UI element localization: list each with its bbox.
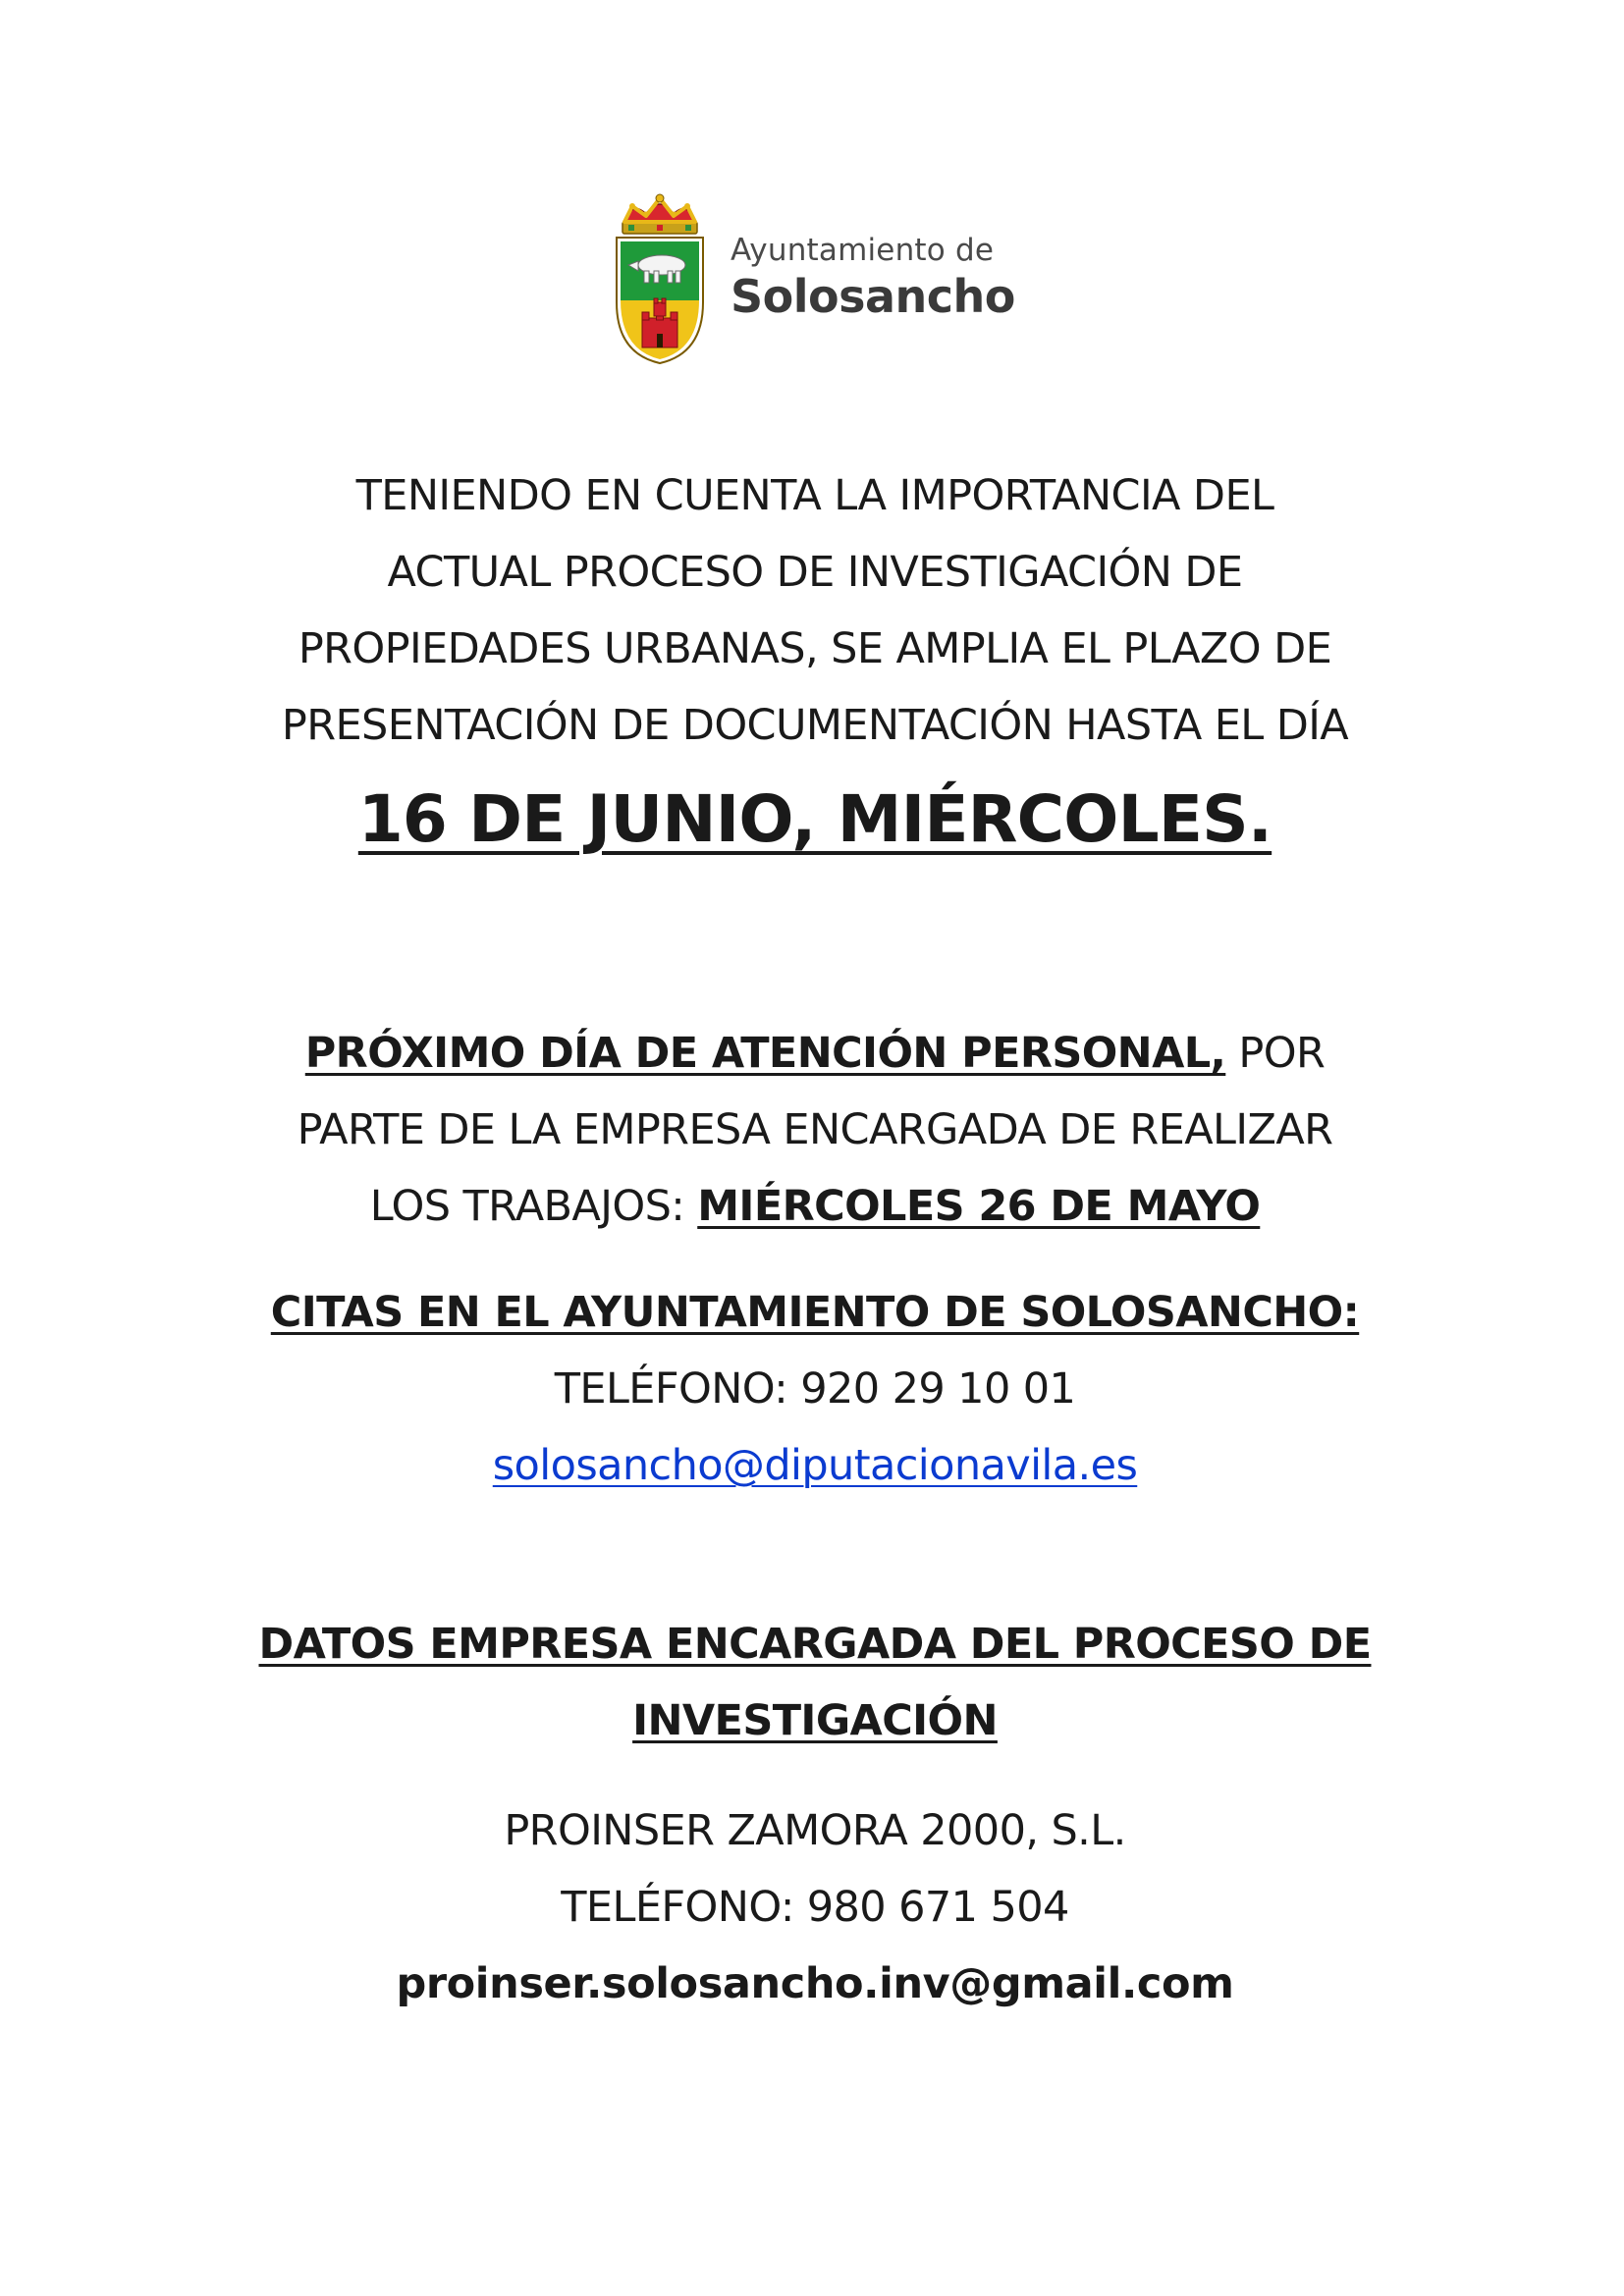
intro-line: PRESENTACIÓN DE DOCUMENTACIÓN HASTA EL DÍA xyxy=(281,701,1349,750)
intro-line: ACTUAL PROCESO DE INVESTIGACIÓN DE xyxy=(387,548,1243,597)
attention-heading-tail: POR xyxy=(1225,1029,1326,1078)
company-heading-line-1: DATOS EMPRESA ENCARGADA DEL PROCESO DE xyxy=(258,1620,1372,1669)
intro-paragraph xyxy=(167,457,1463,764)
appointments-heading: CITAS EN EL AYUNTAMIENTO DE SOLOSANCHO: xyxy=(270,1288,1360,1337)
appointments-phone: TELÉFONO: 920 29 10 01 xyxy=(554,1364,1076,1414)
company-phone: TELÉFONO: 980 671 504 xyxy=(561,1883,1069,1932)
attention-line-2: PARTE DE LA EMPRESA ENCARGADA DE REALIZAR xyxy=(297,1105,1333,1154)
intro-line: PROPIEDADES URBANAS, SE AMPLIA EL PLAZO DE xyxy=(298,624,1332,673)
appointments-email-line xyxy=(167,1427,1463,1504)
company-name: PROINSER ZAMORA 2000, S.L. xyxy=(504,1806,1126,1855)
appointments-email-link[interactable]: solosancho@diputacionavila.es xyxy=(492,1441,1138,1490)
attention-line-3 xyxy=(167,1168,1463,1245)
intro-line: TENIENDO EN CUENTA LA IMPORTANCIA DEL xyxy=(355,471,1274,520)
coat-of-arms-icon xyxy=(613,192,707,365)
company-email: proinser.solosancho.inv@gmail.com xyxy=(396,1959,1234,2008)
attention-heading: PRÓXIMO DÍA DE ATENCIÓN PERSONAL, xyxy=(304,1029,1226,1078)
attention-date: MIÉRCOLES 26 DE MAYO xyxy=(697,1182,1261,1231)
appointments-section xyxy=(167,1274,1463,1504)
deadline-date: 16 DE JUNIO, MIÉRCOLES. xyxy=(357,781,1272,857)
municipality-logo xyxy=(613,192,1045,365)
company-section xyxy=(167,1606,1463,1759)
logo-text xyxy=(731,232,1045,324)
logo-subtitle: Ayuntamiento de xyxy=(731,233,995,268)
company-heading-line-2: INVESTIGACIÓN xyxy=(632,1696,998,1745)
attention-prefix: LOS TRABAJOS: xyxy=(369,1182,698,1231)
attention-line-1 xyxy=(167,1015,1463,1092)
attention-paragraph xyxy=(167,1015,1463,1245)
logo-title: Solosancho xyxy=(731,270,1015,323)
company-details xyxy=(167,1792,1463,2022)
